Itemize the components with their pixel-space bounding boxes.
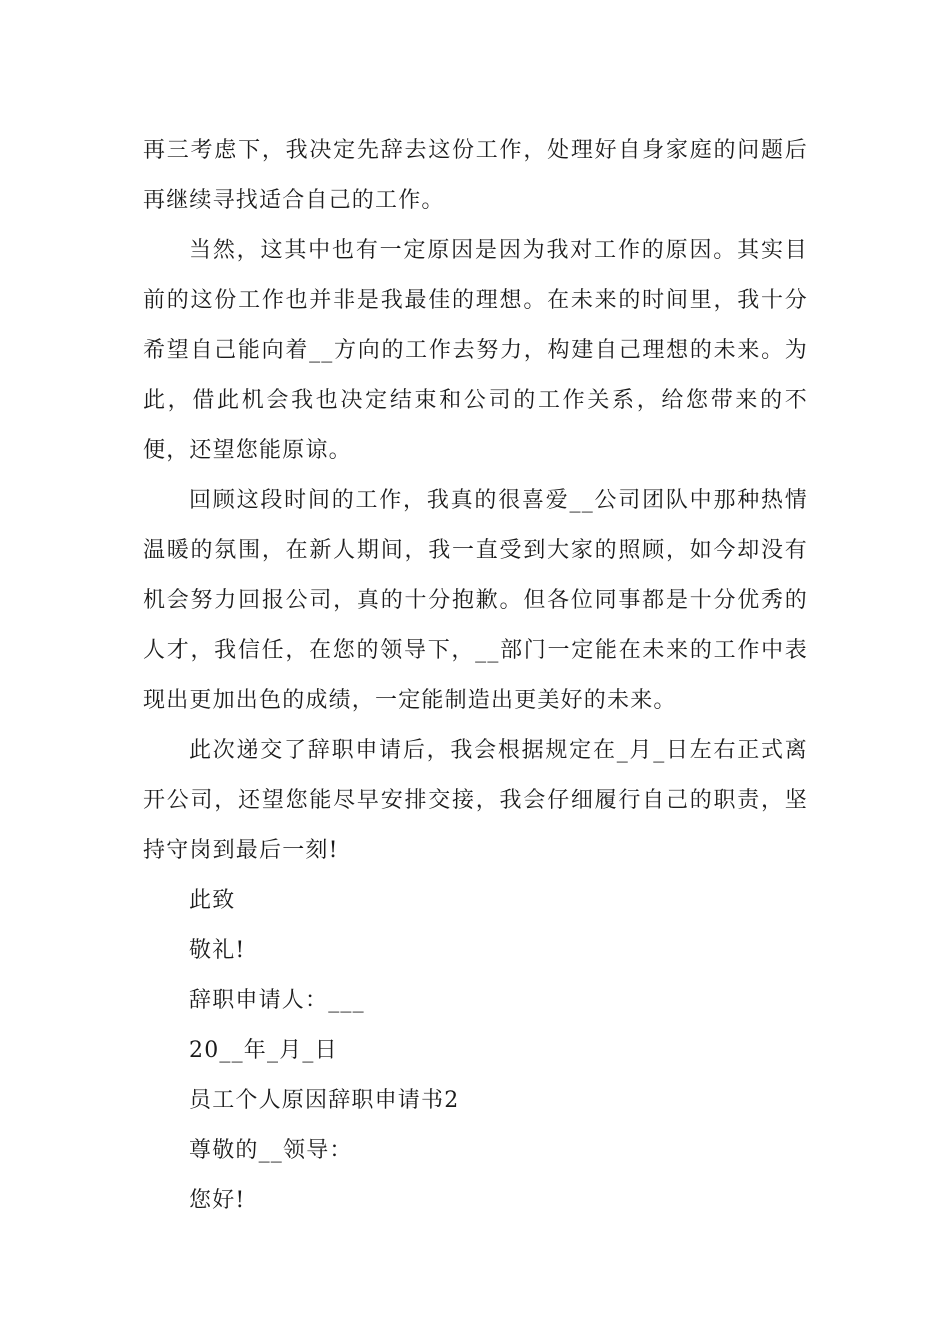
paragraph-review: 回顾这段时间的工作，我真的很喜爱__公司团队中那种热情温暖的氛围，在新人期间，我一直受到大家的照顾，如今却没有机会努力回报公司，真的十分抱歉。但各位同事都是十分优秀的人才，我信任，在您的领导下，__部门一定能在未来的工作中表现出更加出色的成绩，一定能制造出更美好的未来。	[143, 488, 808, 713]
paragraph-continuation: 再三考虑下，我决定先辞去这份工作，处理好自身家庭的问题后再继续寻找适合自己的工作。	[143, 138, 808, 213]
document-body	[143, 126, 808, 1226]
paragraph-reason: 当然，这其中也有一定原因是因为我对工作的原因。其实目前的这份工作也并非是我最佳的理想。在未来的时间里，我十分希望自己能向着__方向的工作去努力，构建自己理想的未来。为此，借此机会我也决定结束和公司的工作关系，给您带来的不便，还望您能原谅。	[143, 238, 808, 463]
greeting-line: 您好!	[189, 1188, 246, 1213]
section-title: 员工个人原因辞职申请书2	[189, 1088, 460, 1113]
paragraph-handover: 此次递交了辞职申请后，我会根据规定在_月_日左右正式离开公司，还望您能尽早安排交接，我会仔细履行自己的职责，坚持守岗到最后一刻!	[143, 738, 808, 863]
closing-line: 此致	[189, 888, 236, 913]
greeting-to-line: 尊敬的__领导：	[189, 1138, 353, 1163]
date-line: 20__年_月_日	[189, 1038, 338, 1063]
applicant-line: 辞职申请人：___	[189, 988, 365, 1013]
salute-line: 敬礼!	[189, 938, 246, 963]
